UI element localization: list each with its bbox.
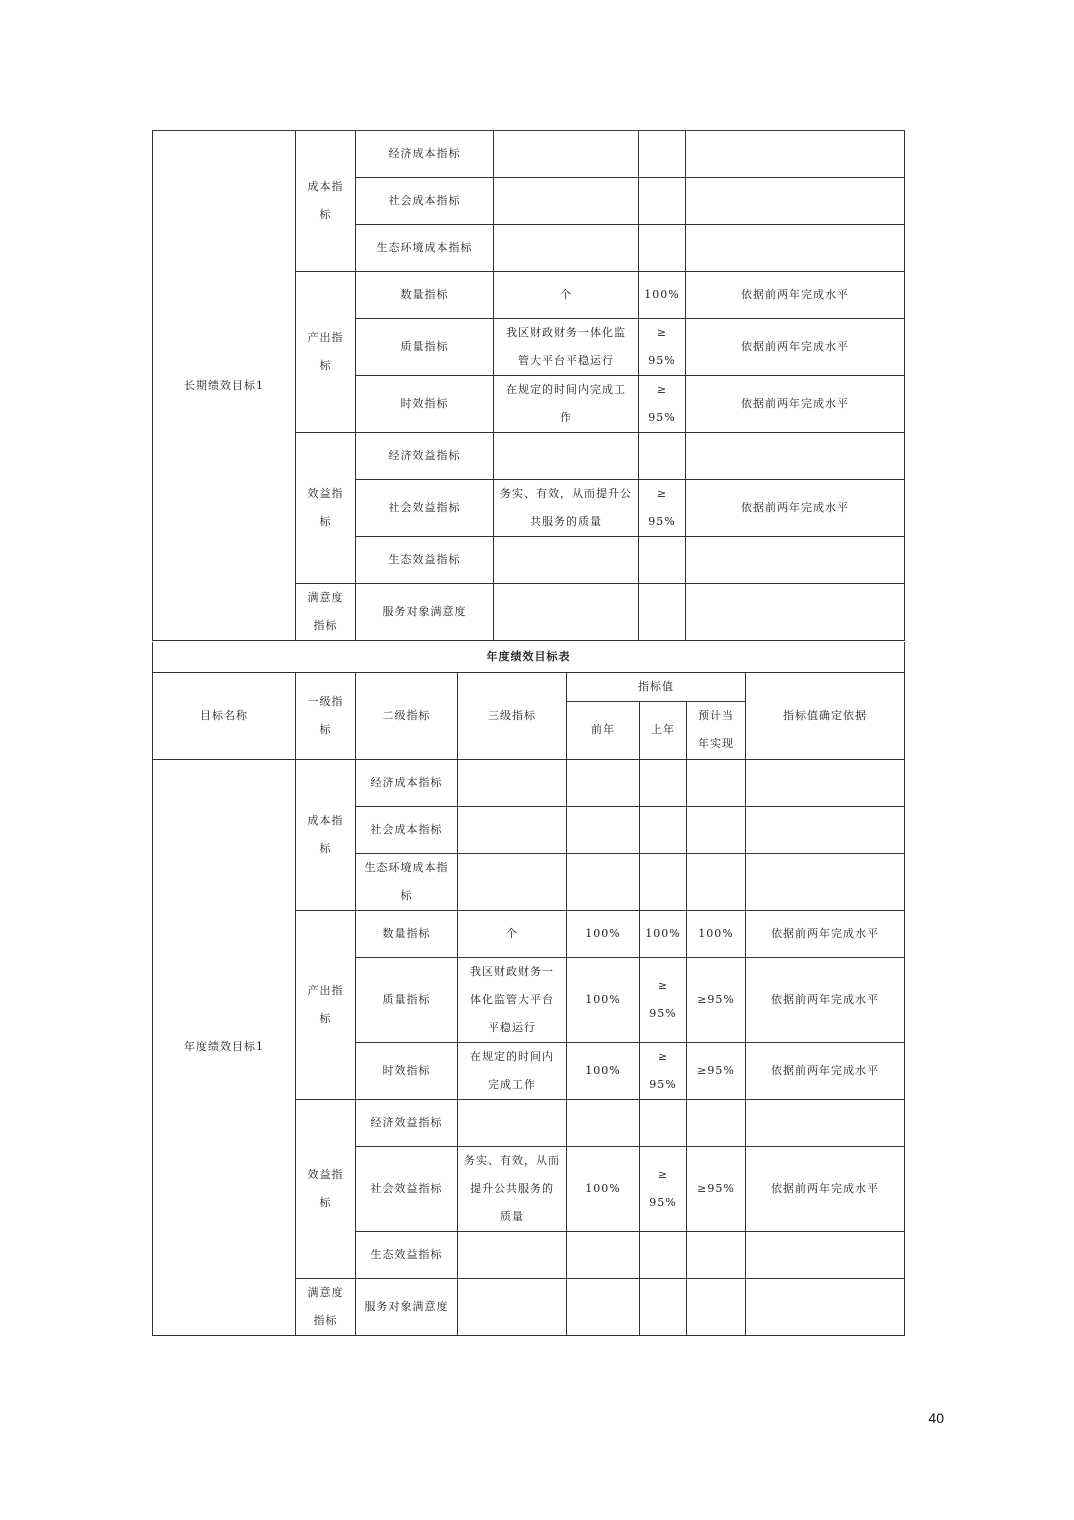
header-level2: 二级指标: [356, 672, 458, 759]
cell-line: 标: [319, 841, 332, 855]
header-level3: 三级指标: [458, 672, 567, 759]
header-prev-year: 前年: [567, 701, 640, 759]
cell-line: ≥95%: [697, 1181, 735, 1195]
cell-line: 社会效益指标: [370, 1181, 443, 1195]
cell-line: ≥: [656, 383, 668, 396]
value-basis: [746, 759, 905, 806]
prev-year-value: [567, 1231, 640, 1278]
cell-line: ≥: [657, 978, 669, 992]
goal-name: 年度绩效目标1: [153, 759, 296, 1335]
level2-indicator: [356, 1099, 458, 1146]
cell-line: 指标: [313, 619, 338, 632]
cell-line: 标: [319, 208, 332, 221]
cell-line: 产出指: [307, 983, 344, 997]
level2-indicator: [356, 1278, 458, 1335]
cell-line: 务实、有效，从而: [464, 1153, 560, 1167]
header-expected: 预计当 年实现: [687, 701, 746, 759]
level3-indicator: [494, 584, 639, 641]
value-basis: [686, 225, 905, 272]
level1-indicator: [296, 1278, 356, 1335]
cell-line: 在规定的时间内完成工: [506, 383, 626, 396]
level2-indicator: [356, 1146, 458, 1231]
expected-value: [687, 1146, 746, 1231]
value-basis: [686, 178, 905, 225]
page-number: 40: [928, 1410, 944, 1426]
last-year-value: [640, 1231, 687, 1278]
long-term-goal-table: [152, 130, 905, 641]
cell-line: 提升公共服务的: [470, 1181, 554, 1195]
cell-line: 成本指: [307, 813, 344, 827]
cell-line: 标: [400, 888, 413, 902]
level3-indicator: [458, 957, 567, 1042]
level3-indicator: [494, 433, 639, 480]
cell-line: 质量指标: [382, 992, 431, 1006]
cell-line: 95%: [648, 411, 676, 424]
value-basis: 依据前两年完成水平: [686, 272, 905, 319]
level1-indicator: [296, 272, 356, 433]
header-last-year: 上年: [640, 701, 687, 759]
last-year-value: [640, 853, 687, 910]
level2-indicator: 经济效益指标: [356, 433, 494, 480]
expected-value: [687, 1231, 746, 1278]
last-year-value: [640, 1042, 687, 1099]
cell-line: 完成工作: [488, 1077, 536, 1091]
value-basis: [686, 584, 905, 641]
header-basis: 指标值确定依据: [746, 672, 905, 759]
cell-line: 标: [319, 515, 332, 528]
value-basis: [746, 1231, 905, 1278]
level2-indicator: [356, 806, 458, 853]
level1-indicator: [296, 584, 356, 641]
cell-line: 共服务的质量: [530, 515, 602, 528]
level3-indicator: [458, 853, 567, 910]
value-basis: 依据前两年完成水平: [686, 376, 905, 433]
cell-line: 100%: [645, 926, 681, 940]
level3-indicator: [458, 1146, 567, 1231]
cell-line: 质量: [500, 1209, 524, 1223]
annual-table-title: 年度绩效目标表: [153, 642, 905, 672]
indicator-value: [639, 178, 686, 225]
cell-line: 满意度: [307, 1285, 344, 1299]
cell-line: ≥: [657, 1167, 669, 1181]
cell-line: 个: [506, 926, 518, 940]
cell-line: 指标: [313, 1313, 338, 1327]
cell-line: 时效指标: [382, 1063, 431, 1077]
cell-line: 经济效益指标: [370, 1115, 443, 1129]
cell-line: 在规定的时间内: [470, 1049, 554, 1063]
level3-indicator: [494, 537, 639, 584]
value-basis: [746, 1099, 905, 1146]
last-year-value: [640, 1146, 687, 1231]
level3-indicator: [494, 376, 639, 433]
prev-year-value: [567, 1278, 640, 1335]
level2-indicator: 服务对象满意度: [356, 584, 494, 641]
cell-line: ≥: [657, 1049, 669, 1063]
prev-year-value: [567, 1099, 640, 1146]
cell-line: 100%: [585, 1181, 621, 1195]
level1-indicator: [296, 910, 356, 1099]
cell-line: 务实、有效，从而提升公: [500, 487, 632, 500]
level2-indicator: 经济成本指标: [356, 131, 494, 178]
level3-indicator: [494, 319, 639, 376]
cell-line: ≥95%: [697, 992, 735, 1006]
cell-line: 100%: [698, 926, 734, 940]
cell-line: 满意度: [307, 591, 344, 604]
expected-value: [687, 806, 746, 853]
cell-line: 管大平台平稳运行: [518, 354, 614, 367]
level3-indicator: [494, 225, 639, 272]
level3-indicator: [494, 480, 639, 537]
indicator-value: [639, 433, 686, 480]
prev-year-value: [567, 957, 640, 1042]
header-goal-name: 目标名称: [153, 672, 296, 759]
cell-line: ≥: [656, 487, 668, 500]
header-value: 指标值: [567, 672, 746, 701]
level3-indicator: [494, 131, 639, 178]
cell-line: 100%: [644, 288, 680, 301]
value-basis: 依据前两年完成水平: [746, 1146, 905, 1231]
value-basis: 依据前两年完成水平: [686, 319, 905, 376]
level2-indicator: 社会成本指标: [356, 178, 494, 225]
expected-value: [687, 1099, 746, 1146]
level2-indicator: 生态效益指标: [356, 537, 494, 584]
last-year-value: [640, 1099, 687, 1146]
expected-value: [687, 1278, 746, 1335]
indicator-value: [639, 319, 686, 376]
cell-line: 服务对象满意度: [364, 1299, 449, 1313]
cell-line: 95%: [649, 1077, 677, 1091]
indicator-value: [639, 376, 686, 433]
indicator-value: [639, 480, 686, 537]
value-basis: 依据前两年完成水平: [746, 910, 905, 957]
expected-value: [687, 853, 746, 910]
table-row: [153, 759, 905, 806]
level2-indicator: [356, 1042, 458, 1099]
value-basis: [686, 433, 905, 480]
level3-indicator: [494, 178, 639, 225]
level1-indicator: [296, 759, 356, 910]
cell-line: ≥95%: [697, 1063, 735, 1077]
expected-value: [687, 759, 746, 806]
value-basis: 依据前两年完成水平: [746, 1042, 905, 1099]
level3-indicator: [458, 910, 567, 957]
indicator-value: [639, 131, 686, 178]
cell-line: 社会成本指标: [370, 822, 443, 836]
table-row: [153, 131, 905, 178]
indicator-value: [639, 225, 686, 272]
expected-value: [687, 910, 746, 957]
indicator-value: [639, 272, 686, 319]
indicator-value: [639, 584, 686, 641]
level3-indicator: [458, 1278, 567, 1335]
value-basis: 依据前两年完成水平: [686, 480, 905, 537]
value-basis: [746, 806, 905, 853]
indicator-value: [639, 537, 686, 584]
cell-line: 我区财政财务一: [470, 964, 554, 978]
level2-indicator: 社会效益指标: [356, 480, 494, 537]
cell-line: 95%: [648, 515, 676, 528]
level2-indicator: 生态环境成本指标: [356, 225, 494, 272]
value-basis: [686, 131, 905, 178]
level3-indicator: [494, 272, 639, 319]
cell-line: 生态环境成本指: [364, 860, 449, 874]
value-basis: [746, 853, 905, 910]
cell-line: 效益指: [307, 487, 344, 500]
level3-indicator: [458, 1099, 567, 1146]
prev-year-value: [567, 759, 640, 806]
value-basis: [686, 537, 905, 584]
level2-indicator: [356, 957, 458, 1042]
cell-line: 平稳运行: [488, 1020, 536, 1034]
value-basis: 依据前两年完成水平: [746, 957, 905, 1042]
level1-indicator: [296, 433, 356, 584]
level3-indicator: [458, 1231, 567, 1278]
annual-goal-table: [152, 642, 905, 1336]
level1-indicator: [296, 1099, 356, 1278]
prev-year-value: [567, 806, 640, 853]
goal-name: 长期绩效目标1: [153, 131, 296, 641]
level2-indicator: 数量指标: [356, 272, 494, 319]
cell-line: 生态效益指标: [370, 1247, 443, 1261]
last-year-value: [640, 957, 687, 1042]
last-year-value: [640, 759, 687, 806]
cell-line: 95%: [648, 354, 676, 367]
value-basis: [746, 1278, 905, 1335]
prev-year-value: [567, 853, 640, 910]
cell-line: 标: [319, 359, 332, 372]
cell-line: 产出指: [307, 331, 344, 344]
expected-value: [687, 957, 746, 1042]
cell-line: 个: [560, 288, 572, 301]
level2-indicator: [356, 910, 458, 957]
prev-year-value: [567, 1042, 640, 1099]
cell-line: 95%: [649, 1195, 677, 1209]
level3-indicator: [458, 759, 567, 806]
prev-year-value: [567, 910, 640, 957]
cell-line: 95%: [649, 1006, 677, 1020]
cell-line: 经济成本指标: [370, 775, 443, 789]
last-year-value: [640, 806, 687, 853]
last-year-value: [640, 1278, 687, 1335]
level2-indicator: 时效指标: [356, 376, 494, 433]
header-level1: 一级指 标: [296, 672, 356, 759]
last-year-value: [640, 910, 687, 957]
level2-indicator: [356, 1231, 458, 1278]
cell-line: 成本指: [307, 180, 344, 193]
level1-indicator: [296, 131, 356, 272]
level2-indicator: 质量指标: [356, 319, 494, 376]
cell-line: 我区财政财务一体化监: [506, 326, 626, 339]
level3-indicator: [458, 806, 567, 853]
cell-line: 100%: [585, 992, 621, 1006]
cell-line: ≥: [656, 326, 668, 339]
level3-indicator: [458, 1042, 567, 1099]
cell-line: 数量指标: [382, 926, 431, 940]
cell-line: 标: [319, 1011, 332, 1025]
cell-line: 效益指: [307, 1167, 344, 1181]
level2-indicator: [356, 759, 458, 806]
expected-value: [687, 1042, 746, 1099]
cell-line: 标: [319, 1195, 332, 1209]
cell-line: 100%: [585, 1063, 621, 1077]
cell-line: 体化监管大平台: [470, 992, 554, 1006]
cell-line: 作: [560, 411, 572, 424]
prev-year-value: [567, 1146, 640, 1231]
cell-line: 100%: [585, 926, 621, 940]
level2-indicator: [356, 853, 458, 910]
